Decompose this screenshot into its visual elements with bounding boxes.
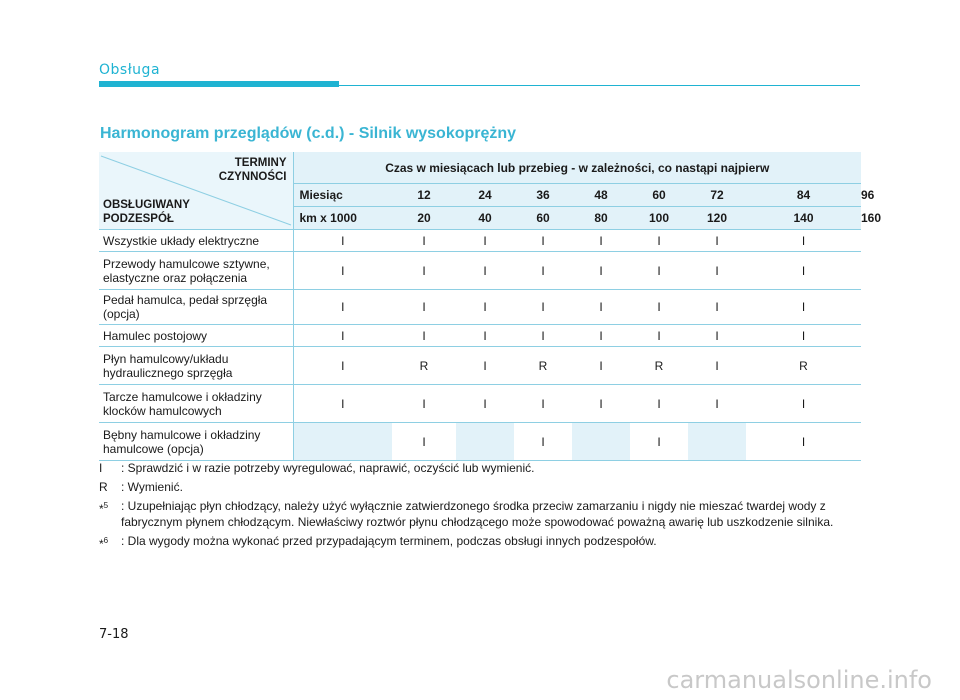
service-action: I xyxy=(630,423,688,461)
km-value: 140 xyxy=(746,207,861,230)
month-value: 36 xyxy=(514,184,572,207)
service-action: I xyxy=(293,252,392,290)
service-action: I xyxy=(572,230,630,252)
service-action: I xyxy=(688,230,746,252)
km-value: 40 xyxy=(456,207,514,230)
page-title: Harmonogram przeglądów (c.d.) - Silnik wysokoprężny xyxy=(100,125,517,142)
table-row xyxy=(99,347,861,385)
km-value: 20 xyxy=(392,207,456,230)
service-action: I xyxy=(630,325,688,347)
component-name: Tarcze hamulcowe i okładziny klocków hamulcowych xyxy=(99,385,293,423)
service-action xyxy=(572,423,630,461)
note-inspect xyxy=(99,460,864,476)
service-action: I xyxy=(688,385,746,423)
note-mark: *$^5$ xyxy=(99,501,109,516)
table-row xyxy=(99,325,861,347)
service-action: I xyxy=(572,290,630,325)
table-row xyxy=(99,230,861,252)
service-action: I xyxy=(572,347,630,385)
service-action: I xyxy=(688,325,746,347)
service-action: I xyxy=(293,325,392,347)
service-action: I xyxy=(456,230,514,252)
legend-notes xyxy=(99,460,864,552)
service-action: I xyxy=(514,290,572,325)
month-value: 24 xyxy=(456,184,514,207)
service-action xyxy=(293,423,392,461)
interval-header: Czas w miesiącach lub przebieg - w zależności, co nastąpi najpierw xyxy=(293,152,861,184)
service-action: I xyxy=(630,230,688,252)
service-action: I xyxy=(630,290,688,325)
service-action: I xyxy=(688,290,746,325)
service-action: I xyxy=(293,385,392,423)
note-replace xyxy=(99,479,864,495)
service-action: I xyxy=(514,385,572,423)
service-action xyxy=(456,423,514,461)
note-coolant xyxy=(99,498,864,530)
service-action: I xyxy=(688,347,746,385)
service-action: I xyxy=(630,252,688,290)
component-name: Hamulec postojowy xyxy=(99,325,293,347)
service-action: R xyxy=(514,347,572,385)
section-rule-thin xyxy=(339,85,860,86)
page-number: 7-18 xyxy=(99,627,129,642)
service-action: I xyxy=(514,423,572,461)
section-label: Obsługa xyxy=(99,62,161,78)
service-action: I xyxy=(746,252,861,290)
service-action: I xyxy=(456,290,514,325)
component-name: Przewody hamulcowe sztywne, elastyczne oraz połączenia xyxy=(99,252,293,290)
service-action: R xyxy=(630,347,688,385)
month-value: 48 xyxy=(572,184,630,207)
km-value: 120 xyxy=(688,207,746,230)
service-action: I xyxy=(392,385,456,423)
service-action: I xyxy=(456,325,514,347)
component-name: Wszystkie układy elektryczne xyxy=(99,230,293,252)
table-row xyxy=(99,252,861,290)
service-action: I xyxy=(392,423,456,461)
service-action: I xyxy=(746,325,861,347)
service-action: I xyxy=(456,385,514,423)
service-action: I xyxy=(572,325,630,347)
service-action: I xyxy=(514,252,572,290)
service-action: I xyxy=(392,325,456,347)
month-label: Miesiąc xyxy=(293,184,392,207)
table-row xyxy=(99,290,861,325)
km-value: 80 xyxy=(572,207,630,230)
component-name: Bębny hamulcowe i okładziny hamulcowe (opcja) xyxy=(99,423,293,461)
service-action: I xyxy=(392,252,456,290)
note-mark: R xyxy=(99,480,108,494)
service-action: I xyxy=(293,290,392,325)
service-action: R xyxy=(392,347,456,385)
service-action: R xyxy=(746,347,861,385)
service-action: I xyxy=(746,230,861,252)
service-action: I xyxy=(746,290,861,325)
header-corner-cell xyxy=(99,152,293,230)
note-text: : Sprawdzić i w razie potrzeby wyregulować, naprawić, oczyścić lub wymienić. xyxy=(121,461,535,475)
km-label: km x 1000 xyxy=(293,207,392,230)
note-convenience xyxy=(99,533,864,549)
service-action: I xyxy=(572,252,630,290)
note-text: : Uzupełniając płyn chłodzący, należy użyć wyłącznie zatwierdzonego środka przeciw zamarzaniu i nigdy nie mieszać twardej wody z fabrycznym płynem chłodzącym. Niewłaściwy roztwór płynu chłodzącego może spowodować poważną awarię lub uszkodzenie silnika. xyxy=(121,499,834,529)
service-action: I xyxy=(293,230,392,252)
service-action: I xyxy=(630,385,688,423)
watermark: carmanualsonline.info xyxy=(666,666,932,694)
month-value: 60 xyxy=(630,184,688,207)
service-action: I xyxy=(456,252,514,290)
corner-header-terms: TERMINY CZYNNOŚCI xyxy=(218,157,287,183)
service-action: I xyxy=(746,385,861,423)
service-action: I xyxy=(514,230,572,252)
service-action: I xyxy=(746,423,861,461)
service-action: I xyxy=(293,347,392,385)
service-action: I xyxy=(514,325,572,347)
km-value: 60 xyxy=(514,207,572,230)
component-name: Pedał hamulca, pedał sprzęgła (opcja) xyxy=(99,290,293,325)
service-action: I xyxy=(688,252,746,290)
service-action: I xyxy=(392,230,456,252)
corner-header-component: OBSŁUGIWANY PODZESPÓŁ xyxy=(103,199,190,225)
month-value: 84 xyxy=(746,184,861,207)
service-action: I xyxy=(456,347,514,385)
section-rule-thick xyxy=(99,81,339,87)
service-action: I xyxy=(392,290,456,325)
month-value: 72 xyxy=(688,184,746,207)
km-value: 100 xyxy=(630,207,688,230)
note-text: : Dla wygody można wykonać przed przypadającym terminem, podczas obsługi innych podzespołów. xyxy=(121,534,657,548)
month-value: 12 xyxy=(392,184,456,207)
component-name: Płyn hamulcowy/układu hydraulicznego sprzęgła xyxy=(99,347,293,385)
service-action: I xyxy=(572,385,630,423)
note-mark: I xyxy=(99,461,103,475)
table-row xyxy=(99,423,861,461)
note-text: : Wymienić. xyxy=(121,480,183,494)
table-row xyxy=(99,385,861,423)
maintenance-schedule-table: TERMINY CZYNNOŚCI OBSŁUGIWANY PODZESPÓŁ Czas w miesiącach lub przebieg - w zależności, co nastąpi najpierw Miesiąc 12 24 36 48 60 72 84 96 km x 1000 20 40 60 80 100 120 140 160 Wszystkie układy elektryczne I I I I I I I I Przewody hamulcowe sztywne, elastyczne oraz połączenia I I I I I I I I Pedał hamulca, pedał sprzęgła (opcja) I I I I I I I I Hamulec postojowy I I I I I I I I Płyn hamulcowy/układu hydraulicznego sprzęgła I R I R I R I R Tarcze hamulcowe i okładziny klocków hamulcowych I I I I I I I I Bębny hamulcowe i okładziny hamulcowe (opcja) I I I I xyxy=(99,152,861,461)
note-mark: *$^6$ xyxy=(99,536,109,551)
service-action xyxy=(688,423,746,461)
